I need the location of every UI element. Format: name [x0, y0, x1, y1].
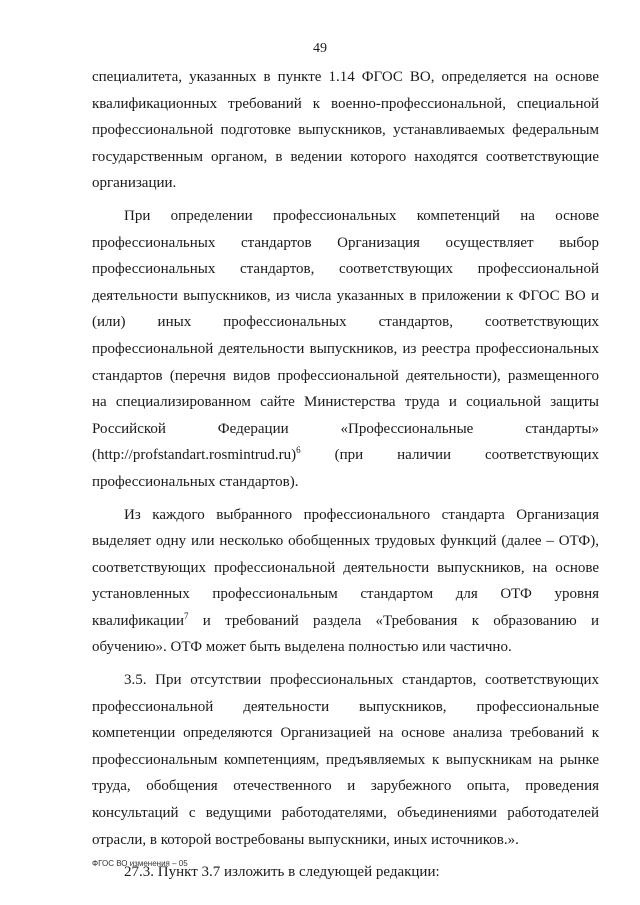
footnote-ref-6: 6 [296, 445, 301, 456]
paragraph-text-tail: (при наличии соответствующих профессиональных стандартов). [92, 447, 599, 490]
paragraph-3-5: 3.5. При отсутствии профессиональных стандартов, соответствующих профессиональной деятельности выпускников, профессиональные компетенции определяются Организацией на основе анализа требований к профессиональным компетенциям, предъявляемых к выпускникам на рынке труда, обобщения отечественного и зарубежного опыта, проведения консультаций с ведущими работодателями, объединениями работодателей отрасли, в которой востребованы выпускники, иных источников.». [92, 672, 599, 848]
paragraph-27-3: 27.3. Пункт 3.7 изложить в следующей редакции: [124, 864, 440, 881]
footnote-ref-7: 7 [184, 610, 189, 621]
page-number: 49 [313, 41, 327, 56]
page-footer: ФГОС ВО изменения – 05 [92, 859, 188, 868]
paragraph-text: При определении профессиональных компетенций на основе профессиональных стандартов Организация осуществляет выбор профессиональных стандартов, соответствующих профессиональной деятельности выпускников, из числа указанных в приложении к ФГОС ВО и (или) иных профессиональных стандартов, соответствующих профессиональной деятельности выпускников, из реестра профессиональных стандартов (перечня видов профессиональной деятельности), размещенного на специализированном сайте Министерства труда и социальной защиты Российской Федерации «Профессиональные стандарты» (http://profstandart.rosmintrud.ru) [92, 207, 599, 464]
paragraph-competencies [92, 203, 599, 496]
paragraph-text: Из каждого выбранного профессионального стандарта Организация выделяет одну или несколько обобщенных трудовых функций (далее – ОТФ), соответствующих профессиональной деятельности выпускников, на основе установленных профессиональным стандартом для ОТФ уровня квалификации [92, 506, 599, 629]
paragraph-text-tail: и требований раздела «Требования к образованию и обучению». ОТФ может быть выделена полностью или частично. [92, 612, 599, 656]
paragraph-otf [92, 502, 599, 662]
paragraph-continuation: специалитета, указанных в пункте 1.14 ФГОС ВО, определяется на основе квалификационных требований к военно-профессиональной, специальной профессиональной подготовке выпускников, устанавливаемых федеральным государственным органом, в ведении которого находятся соответствующие организации. [92, 69, 599, 192]
document-body [92, 64, 599, 892]
